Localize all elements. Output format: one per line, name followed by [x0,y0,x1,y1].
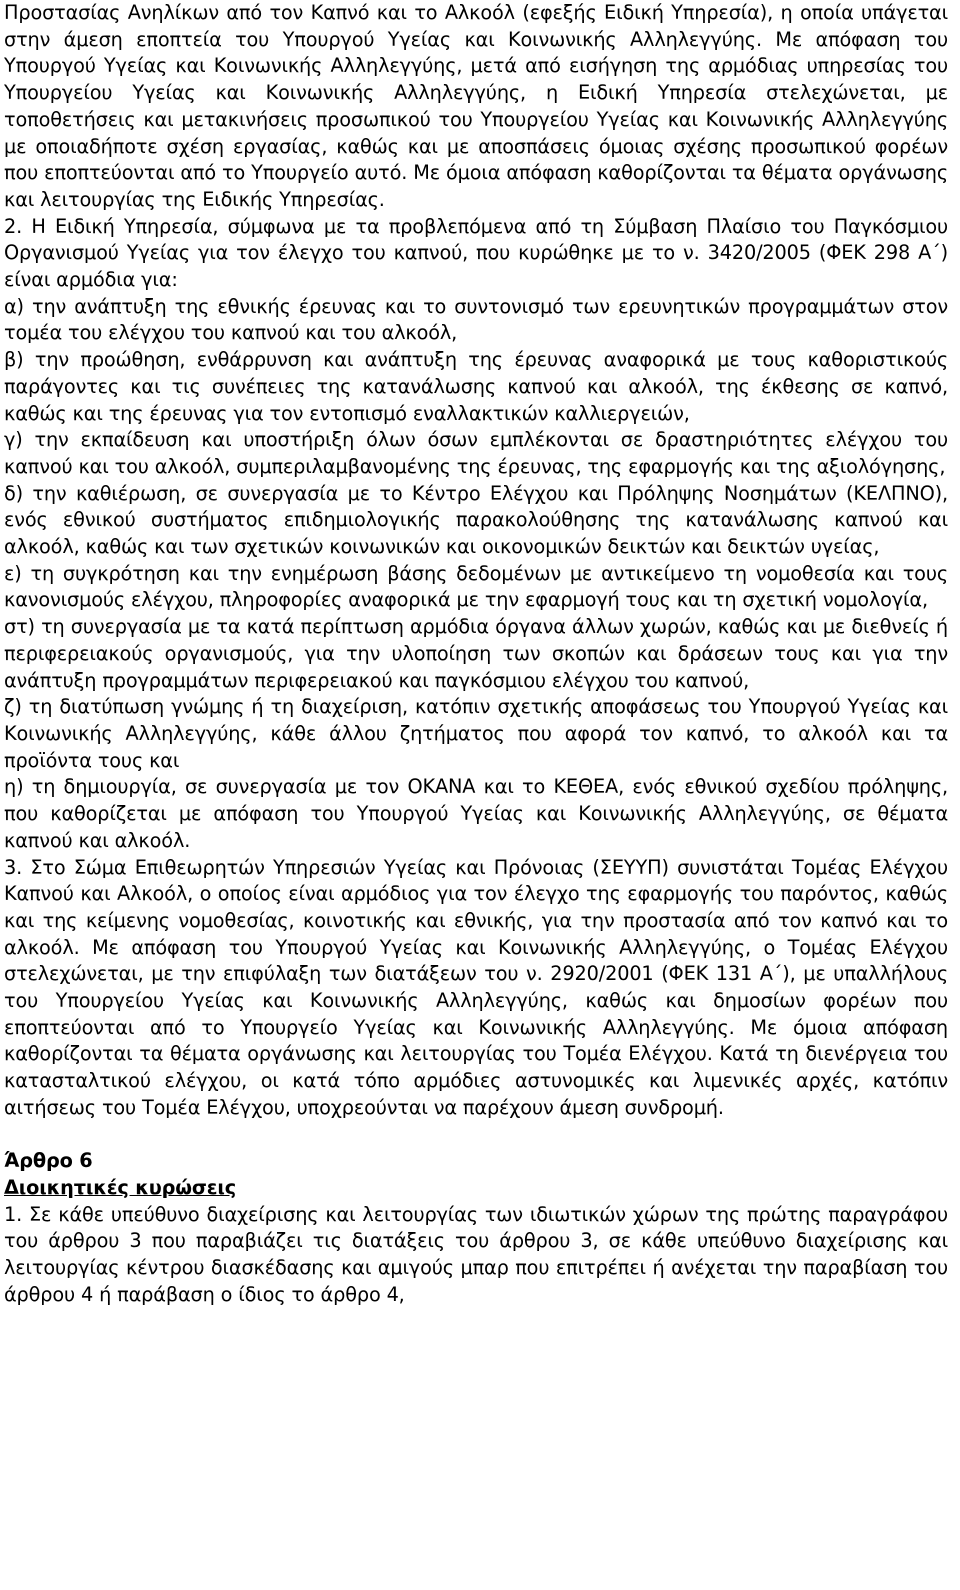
paragraph-special-service: Προστασίας Ανηλίκων από τον Καπνό και το Αλκοόλ (εφεξής Ειδική Υπηρεσία), η οποία υπάγεται στην άμεση εποπτεία του Υπουργού Υγείας και Κοινωνικής Αλληλεγγύης. Με απόφαση του Υπουργού Υγείας και Κοινωνικής Αλληλεγγύης, μετά από εισήγηση της αρμόδιας υπηρεσίας του Υπουργείου Υγείας και Κοινωνικής Αλληλεγγύης, η Ειδική Υπηρεσία στελεχώνεται, με τοποθετήσεις και μετακινήσεις προσωπικού του Υπουργείου Υγείας και Κοινωνικής Αλληλεγγύης με οποιαδήποτε σχέση εργασίας, καθώς και με αποσπάσεις όμοιας σχέσης προσωπικού φορέων που εποπτεύονται από το Υπουργείο αυτό. Με όμοια απόφαση καθορίζονται τα θέματα οργάνωσης και λειτουργίας της Ειδικής Υπηρεσίας. [4,1,948,211]
blank-line [4,1122,948,1149]
document-body-after [4,1202,948,1309]
list-item-d: δ) την καθιέρωση, σε συνεργασία με το Κέντρο Ελέγχου και Πρόληψης Νοσημάτων (ΚΕΛΠΝΟ), ενός εθνικού συστήματος επιδημιολογικής παρακολούθησης της κατανάλωσης καπνού και αλκοόλ, καθώς και των σχετικών κοινωνικών και οικονομικών δεικτών και δεικτών υγείας, [4,481,948,559]
list-item-h: η) τη δημιουργία, σε συνεργασία με τον ΟΚΑΝΑ και το ΚΕΘΕΑ, ενός εθνικού σχεδίου πρόληψης, που καθορίζεται με απόφαση του Υπουργού Υγείας και Κοινωνικής Αλληλεγγύης, σε θέματα καπνού και αλκοόλ. [4,775,948,852]
list-item-z: ζ) τη διατύπωση γνώμης ή τη διαχείριση, κατόπιν σχετικής αποφάσεως του Υπουργού Υγείας και Κοινωνικής Αλληλεγγύης, κάθε άλλου ζητήματος που αφορά τον καπνό, το αλκοόλ και τα προϊόντα τους και [4,695,948,772]
document-page [4,0,948,1308]
list-item-a: α) την ανάπτυξη της εθνικής έρευνας και το συντονισμό των ερευνητικών προγραμμάτων στον τομέα του ελέγχου του καπνού και του αλκοόλ, [4,294,948,345]
list-item-c: γ) την εκπαίδευση και υποστήριξη όλων όσων εμπλέκονται σε δραστηριότητες ελέγχου του καπνού και του αλκοόλ, συμπεριλαμβανομένης της έρευνας, της εφαρμογής και της αξιολόγησης, [4,428,948,478]
paragraph-article6-1: 1. Σε κάθε υπεύθυνο διαχείρισης και λειτουργίας των ιδιωτικών χώρων της πρώτης παραγράφου του άρθρου 3 που παραβιάζει τις διατάξεις του άρθρου 3, σε κάθε υπεύθυνο διαχείρισης και λειτουργίας κέντρου διασκέδασης και αμιγούς μπαρ που επιτρέπει ή ανέχεται την παραβίαση του άρθρου 4 ή παράβαση ο ίδιος το άρθρο 4, [4,1202,948,1306]
list-item-st: στ) τη συνεργασία με τα κατά περίπτωση αρμόδια όργανα άλλων χωρών, καθώς και με διεθνείς ή περιφερειακούς οργανισμούς, για την υλοποίηση των σκοπών και δράσεων τους και για την ανάπτυξη προγραμμάτων περιφερειακού και παγκόσμιου ελέγχου του καπνού, [4,615,948,692]
article-title: Άρθρο 6 [4,1149,93,1173]
list-item-b: β) την προώθηση, ενθάρρυνση και ανάπτυξη της έρευνας αναφορικά με τους καθοριστικούς παράγοντες και τις συνέπειες της κατανάλωσης καπνού και αλκοόλ, της έκθεσης σε καπνό, καθώς και της έρευνας για τον εντοπισμό εναλλακτικών καλλιεργειών, [4,348,948,425]
paragraph-3-inspection: 3. Στο Σώμα Επιθεωρητών Υπηρεσιών Υγείας και Πρόνοιας (ΣΕΥΥΠ) συνιστάται Τομέας Ελέγχου Καπνού και Αλκοόλ, ο οποίος είναι αρμόδιος για τον έλεγχο της εφαρμογής του παρόντος, καθώς και της κείμενης νομοθεσίας, κοινοτικής και εθνικής, για την προστασία από τον καπνό και το αλκοόλ. Με απόφαση του Υπουργού Υγείας και Κοινωνικής Αλληλεγγύης, ο Τομέας Ελέγχου στελεχώνεται, με την επιφύλαξη των διατάξεων του ν. 2920/2001 (ΦΕΚ 131 Α΄), με υπαλλήλους του Υπουργείου Υγείας και Κοινωνικής Αλληλεγγύης, καθώς και δημοσίων φορέων που εποπτεύονται από το Υπουργείο Υγείας και Κοινωνικής Αλληλεγγύης. Με όμοια απόφαση καθορίζονται τα θέματα οργάνωσης και λειτουργίας του Τομέα Ελέγχου. Κατά τη διενέργεια του κατασταλτικού ελέγχου, οι κατά τόπο αρμόδιες αστυνομικές και λιμενικές αρχές, κατόπιν αιτήσεως του Τομέα Ελέγχου, υποχρεούνται να παρέχουν άμεση συνδρομή. [4,855,948,1119]
paragraph-2-intro: 2. Η Ειδική Υπηρεσία, σύμφωνα με τα προβλεπόμενα από τη Σύμβαση Πλαίσιο του Παγκόσμιου Οργανισμού Υγείας για τον έλεγχο του καπνού, που κυρώθηκε με το ν. 3420/2005 (ΦΕΚ 298 Α΄) είναι αρμόδια για: [4,214,948,292]
list-item-e: ε) τη συγκρότηση και την ενημέρωση βάσης δεδομένων με αντικείμενο τη νομοθεσία και τους κανονισμούς ελέγχου, πληροφορίες αναφορικά με την εφαρμογή τους και τη σχετική νομολογία, [4,561,948,612]
article-subtitle: Διοικητικές κυρώσεις [4,1175,236,1199]
document-body-before [4,0,948,1122]
